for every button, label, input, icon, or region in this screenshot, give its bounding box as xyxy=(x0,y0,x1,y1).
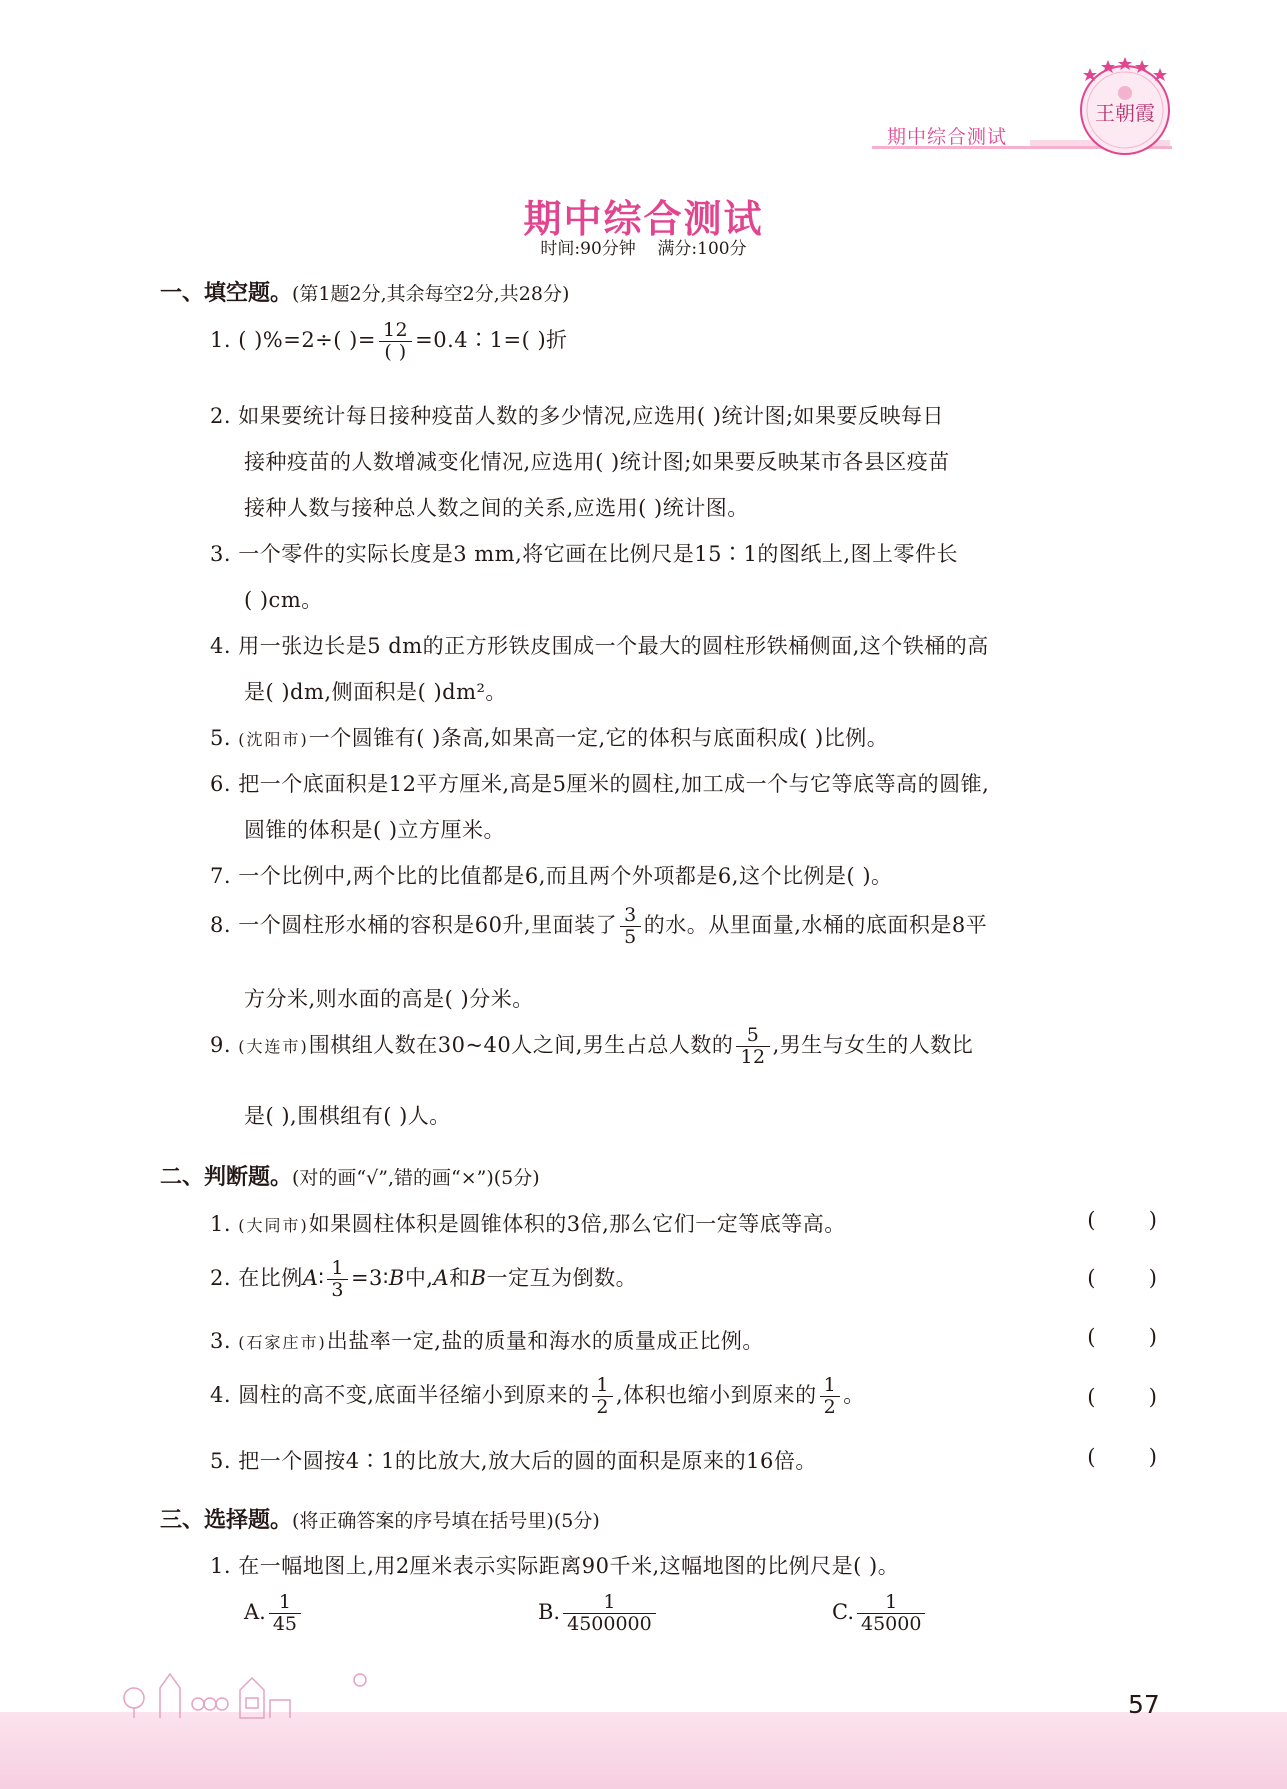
option-b-denominator: 4500000 xyxy=(567,1612,652,1635)
header-section-label: 期中综合测试 xyxy=(887,126,1008,148)
fill-question-4-line-2: 是( )dm,侧面积是( )dm²。 xyxy=(244,680,507,704)
q9-fraction xyxy=(736,1025,769,1068)
fill-question-2-line-1: 2. 如果要统计每日接种疫苗人数的多少情况,应选用( )统计图;如果要反映每日 xyxy=(210,404,945,428)
j3-number: 3. xyxy=(210,1329,239,1353)
fill-question-3-line-2: ( )cm。 xyxy=(244,588,323,612)
option-c-denominator: 45000 xyxy=(861,1612,922,1635)
q8-part-b: 的水。从里面量,水桶的底面积是8平 xyxy=(643,912,988,937)
option-a-fraction xyxy=(269,1592,301,1635)
section-3-heading xyxy=(160,1503,600,1534)
option-b-numerator: 1 xyxy=(563,1592,656,1614)
j2-eq: =3∶ xyxy=(350,1265,389,1290)
fill-question-6-line-1: 6. 把一个底面积是12平方厘米,高是5厘米的圆柱,加工成一个与它等底等高的圆锥, xyxy=(210,772,990,796)
judge-question-5: 5. 把一个圆按4∶1的比放大,放大后的圆的面积是原来的16倍。 xyxy=(210,1449,817,1473)
q8-fraction xyxy=(620,905,641,948)
option-c-fraction xyxy=(857,1592,925,1635)
option-a-denominator: 45 xyxy=(272,1612,298,1635)
section-1-title: 一、填空题。 xyxy=(160,281,293,306)
j2-frac-numerator: 1 xyxy=(327,1258,348,1280)
choice-option-b[interactable] xyxy=(538,1592,659,1635)
q9-part-b: ,男生与女生的人数比 xyxy=(772,1032,974,1057)
section-1-note: (第1题2分,其余每空2分,共28分) xyxy=(292,283,570,305)
j2-var-b2: B xyxy=(470,1265,487,1290)
brand-logo xyxy=(1060,48,1190,160)
option-b-fraction xyxy=(563,1592,656,1635)
j2-and: 和 xyxy=(449,1265,471,1290)
section-1-heading xyxy=(160,276,569,307)
section-2-heading xyxy=(160,1160,540,1191)
page-subtitle: 时间:90分钟 满分:100分 xyxy=(540,239,747,259)
judge-question-4 xyxy=(210,1375,865,1418)
fill-question-2-line-2: 接种疫苗的人数增减变化情况,应选用( )统计图;如果要反映某市各县区疫苗 xyxy=(244,450,950,474)
section-3-note: (将正确答案的序号填在括号里)(5分) xyxy=(292,1510,600,1532)
fill-question-8-line-2: 方分米,则水面的高是( )分米。 xyxy=(244,987,534,1011)
q8-part-a: 8. 一个圆柱形水桶的容积是60升,里面装了 xyxy=(210,912,618,937)
j4-part-c: 。 xyxy=(843,1382,865,1407)
choice-option-c[interactable] xyxy=(832,1592,928,1635)
j4-part-a: 4. 圆柱的高不变,底面半径缩小到原来的 xyxy=(210,1382,590,1407)
section-3-title: 三、选择题。 xyxy=(160,1508,293,1533)
j2-frac-denominator: 3 xyxy=(331,1278,344,1301)
logo-text: 王朝霞 xyxy=(1095,101,1155,125)
j4-frac1-numerator: 1 xyxy=(592,1375,613,1397)
j2-mid: 中, xyxy=(404,1265,434,1290)
j3-text: 出盐率一定,盐的质量和海水的质量成正比例。 xyxy=(326,1329,764,1353)
j1-source-tag: (大同市) xyxy=(238,1216,309,1235)
judge-answer-box-5[interactable]: ( ) xyxy=(1087,1445,1157,1469)
fill-question-3-line-1: 3. 一个零件的实际长度是3 mm,将它画在比例尺是15∶1的图纸上,图上零件长 xyxy=(210,542,959,566)
j2-var-a2: A xyxy=(433,1265,450,1290)
fill-question-1 xyxy=(210,320,568,363)
q5-text: 一个圆锥有( )条高,如果高一定,它的体积与底面积成( )比例。 xyxy=(308,726,889,750)
fill-question-9-line-2: 是( ),围棋组有( )人。 xyxy=(244,1104,451,1128)
q8-frac-numerator: 3 xyxy=(620,905,641,927)
j4-frac2-denominator: 2 xyxy=(823,1395,837,1418)
judge-question-1 xyxy=(210,1208,846,1238)
q5-source-tag: (沈阳市) xyxy=(238,730,309,749)
option-c-label: C. xyxy=(832,1599,854,1624)
q1-frac-denominator: ( ) xyxy=(384,340,407,363)
fill-question-9-line-1 xyxy=(210,1025,973,1068)
q9-source-tag: (大连市) xyxy=(238,1036,309,1056)
j3-source-tag: (石家庄市) xyxy=(238,1333,327,1352)
footer-band xyxy=(0,1712,1287,1789)
j4-fraction-1 xyxy=(592,1375,613,1418)
q9-number: 9. xyxy=(210,1032,239,1057)
judge-answer-box-3[interactable]: ( ) xyxy=(1087,1325,1157,1349)
castle-decoration-icon xyxy=(120,1660,380,1720)
j4-frac2-numerator: 1 xyxy=(820,1375,841,1397)
fill-question-2-line-3: 接种人数与接种总人数之间的关系,应选用( )统计图。 xyxy=(244,496,749,520)
j2-var-b: B xyxy=(388,1265,405,1290)
j2-part-a: 2. 在比例 xyxy=(210,1265,303,1290)
option-b-label: B. xyxy=(538,1599,561,1624)
judge-question-3 xyxy=(210,1325,764,1355)
fill-question-7: 7. 一个比例中,两个比的比值都是6,而且两个外项都是6,这个比例是( )。 xyxy=(210,864,893,888)
judge-answer-box-4[interactable]: ( ) xyxy=(1087,1385,1157,1409)
option-a-numerator: 1 xyxy=(269,1592,301,1614)
q9-part-a: 围棋组人数在30~40人之间,男生占总人数的 xyxy=(308,1032,734,1057)
q1-fraction xyxy=(379,320,412,363)
q9-frac-denominator: 12 xyxy=(740,1045,766,1068)
j2-colon: ∶ xyxy=(318,1265,325,1290)
choice-question-1: 1. 在一幅地图上,用2厘米表示实际距离90千米,这幅地图的比例尺是( )。 xyxy=(210,1554,900,1578)
page-title: 期中综合测试 xyxy=(523,197,764,241)
option-c-numerator: 1 xyxy=(857,1592,925,1614)
fill-question-8-line-1 xyxy=(210,905,987,948)
q1-part-b: =0.4∶1=( )折 xyxy=(415,327,568,352)
q1-part-a: 1. ( )%=2÷( )= xyxy=(210,327,376,352)
j4-frac1-denominator: 2 xyxy=(596,1395,609,1418)
q9-frac-numerator: 5 xyxy=(736,1025,769,1047)
option-a-label: A. xyxy=(244,1599,266,1624)
fill-question-6-line-2: 圆锥的体积是( )立方厘米。 xyxy=(244,818,506,842)
fill-question-4-line-1: 4. 用一张边长是5 dm的正方形铁皮围成一个最大的圆柱形铁桶侧面,这个铁桶的高 xyxy=(210,634,989,658)
judge-answer-box-2[interactable]: ( ) xyxy=(1087,1266,1157,1290)
q1-frac-numerator: 12 xyxy=(379,320,412,342)
j1-text: 如果圆柱体积是圆锥体积的3倍,那么它们一定等底等高。 xyxy=(308,1212,846,1236)
choice-option-a[interactable] xyxy=(244,1592,304,1635)
judge-answer-box-1[interactable]: ( ) xyxy=(1087,1208,1157,1232)
section-2-title: 二、判断题。 xyxy=(160,1165,293,1190)
judge-question-2 xyxy=(210,1258,637,1301)
section-2-note: (对的画“√”,错的画“×”)(5分) xyxy=(292,1167,540,1189)
j4-fraction-2 xyxy=(820,1375,841,1418)
fill-question-5 xyxy=(210,722,888,752)
j2-fraction xyxy=(327,1258,348,1301)
j4-part-b: ,体积也缩小到原来的 xyxy=(615,1382,817,1407)
j2-end: 一定互为倒数。 xyxy=(486,1265,638,1290)
j2-var-a: A xyxy=(302,1265,319,1290)
q5-number: 5. xyxy=(210,726,239,750)
q8-frac-denominator: 5 xyxy=(624,925,637,948)
j1-number: 1. xyxy=(210,1212,239,1236)
page-number: 57 xyxy=(1128,1690,1160,1719)
